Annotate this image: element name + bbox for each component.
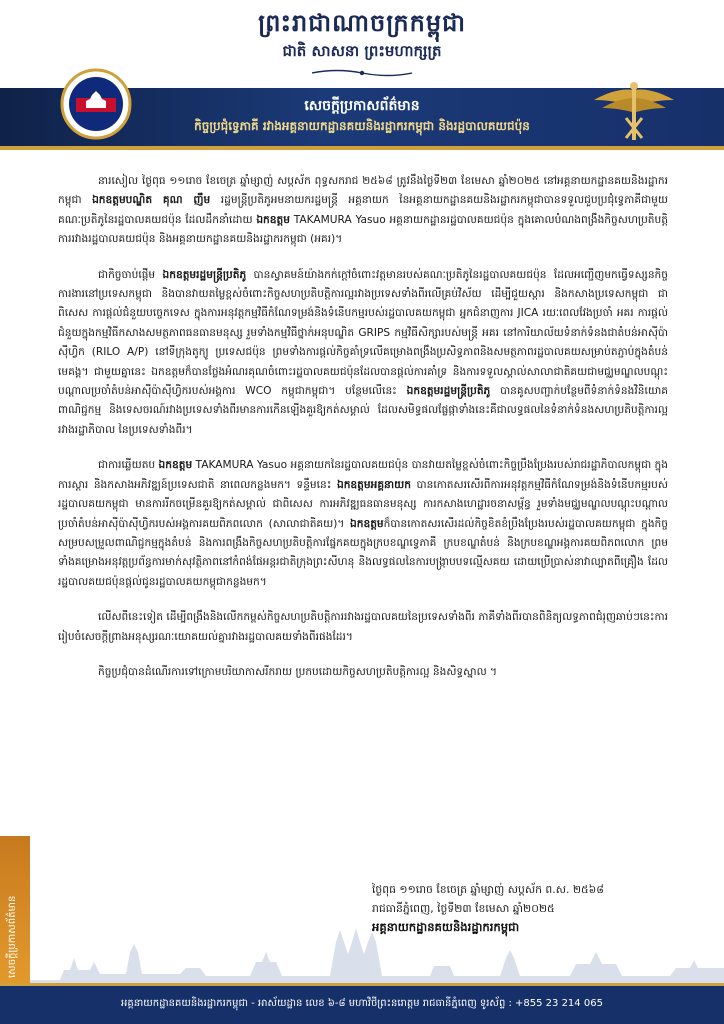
ornament-divider: [312, 68, 412, 78]
paragraph-text: បានស្វាគមន៍យ៉ាងកក់ក្តៅចំពោះវត្តមានរបស់គណៈប្រតិភូនៃរដ្ឋបាលគយជប៉ុន ដែលអញ្ជើញមកធ្វើទស្សនកិច្ចការងារនៅប្រទេសកម្ពុជា និងបានវាយតម្លៃខ្ពស់ចំពោះកិច្ចសហប្រតិបត្តិការល្អរវាងប្រទេសទាំងពីរលើគ្រប់វិស័យ ដើម្បីជួយស្តារ និងកសាងប្រទេសកម្ពុជា ជាពិសេស ការផ្តល់ជំនួយបច្ចេកទេស ក្នុងការអនុវត្តកម្មវិធីកំណែទម្រង់និងទំនើបកម្មរបស់រដ្ឋបាលគយកម្ពុជា អ្នកជំនាញការ JICA រយៈពេលវែងប្រចាំ អគរ ការផ្តល់ជំនួយក្នុងកម្មវិធីកសាងសមត្ថភាពធនធានមនុស្ស រួមទាំងកម្មវិធីថ្នាក់អនុបណ្ឌិត GRIPS កម្មវិធីសិក្សារបស់មន្ត្រី អគរ នៅការិយាល័យទំនាក់ទំនងជាតំបន់អាស៊ីប៉ាស៊ីហ្វិក (RILO A/P) នៅទីក្រុងតូក្យូ ប្រទេសជប៉ុន ព្រមទាំងការផ្តល់កិច្ចគាំទ្រលើគម្រោងពង្រឹងប្រសិទ្ធភាពនិងសមត្ថភាពរដ្ឋបាលគយសម្រាប់តភ្ជាប់ក្នុងតំបន់មេគង្គ។ ជាមួយគ្នានេះ ឯកឧត្តមក៏បានថ្លែងអំណរគុណចំពោះរដ្ឋបាលគយជប៉ុនដែលបានផ្តល់ការគាំទ្រ និងការទទួលស្គាល់សាលាជាតិគយជាមជ្ឈមណ្ឌលបណ្តុះបណ្តាលប្រចាំតំបន់អាស៊ីប៉ាស៊ីហ្វិករបស់អង្គការ WCO កម្ពុជាកម្ពុជា។ បន្ថែមលើនេះ: [58, 268, 668, 398]
body-paragraph: [58, 608, 668, 647]
paragraph-text: នារសៀល ថ្ងៃពុធ ១១រោច ខែចេត្រ ឆ្នាំម្សាញ់ សប្តស័ក ពុទ្ធសករាជ ២៥៦៨ ត្រូវនឹងថ្ងៃទី២៣ ខែមេសា ឆ្នាំ២០២៥ នៅអគ្គនាយកដ្ឋានគយនិងរដ្ឋាករកម្ពុជា: [58, 175, 668, 207]
paragraph-text: រដ្ឋមន្ត្រីប្រតិភូអមនាយករដ្ឋមន្ត្រី អគ្គនាយក នៃអគ្គនាយកដ្ឋានគយនិងរដ្ឋាករកម្ពុជាបានទទួលជួបប្រជុំទ្វេភាគីជាមួយគណៈប្រតិភូនៃរដ្ឋបាលគយជប៉ុន ដែលដឹកនាំដោយ: [58, 194, 668, 226]
paragraph-text: ក៏បានកោតសរសើរដល់កិច្ចខិតខំប្រឹងប្រែងរបស់រដ្ឋបាលគយកម្ពុជា ក្នុងកិច្ចសម្របសម្រួលពាណិជ្ជកម្មក្នុងតំបន់ និងការពង្រឹងកិច្ចសហប្រតិបត្តិការផ្នែកគយក្នុងក្របខណ្ឌទ្វេភាគី ក្របខណ្ឌតំបន់ និងក្របខណ្ឌអង្គការគយពិភពលោក ព្រមទាំងគម្រោងអនុវត្តប្រព័ន្ធការមាក់សុវត្ថិភាពនៅកំពង់ផែអន្តរជាតិក្រុងព្រះសីហនុ និងលទ្ធផលនៃការបង្ក្រាបបទល្មើសគយ ដោយប្រើប្រាស់នាវាល្បាតពីគ្រឿង ដែលរដ្ឋបាលគយជប៉ុនផ្តល់ជូនរដ្ឋបាលគយកម្ពុជាកន្លងមក។: [58, 517, 668, 588]
bold-honorific: ឯកឧត្តម: [158, 459, 193, 472]
paragraph-text: ជាការឆ្លើយតប: [98, 459, 159, 472]
body-paragraph: [58, 456, 668, 592]
document-type: សេចក្តីប្រកាសព័ត៌មាន: [304, 98, 420, 114]
winged-caduceus-icon: [592, 78, 676, 144]
paragraph-text: ជាកិច្ចចាប់ផ្តើម: [98, 268, 163, 281]
solar-date: រាជធានីភ្នំពេញ, ថ្ងៃទី២៣ ខែមេសា ឆ្នាំ២០២៥: [372, 902, 555, 915]
lunar-date: ថ្ងៃពុធ ១១រោច ខែចេត្រ ឆ្នាំម្សាញ់ សប្តស័ក ព.ស. ២៥៦៨: [372, 883, 604, 896]
bold-honorific: ឯកឧត្តម: [256, 213, 290, 226]
paragraph-text: លើសពីនេះទៀត ដើម្បីពង្រឹងនិងលើកកម្ពស់កិច្ចសហប្រតិបត្តិការរវាងរដ្ឋបាលគយនៃប្រទេសទាំងពីរ ភាគីទាំងពីរបានពិនិត្យលទ្ធភាពជំរុញឆាប់ៗនេះការរៀបចំសេចក្តីព្រាងអនុស្សរណៈយោគយល់គ្នារវាងរដ្ឋបាលគយទាំងពីរផងដែរ។: [58, 611, 668, 643]
press-release-body: [58, 172, 668, 698]
body-paragraph: [58, 663, 668, 682]
side-ribbon-label: សេចក្តីប្រកាសព័ត៌មាន: [7, 895, 18, 978]
kingdom-title: ព្រះរាជាណាចក្រកម្ពុជា: [258, 8, 466, 37]
national-motto: ជាតិ សាសនា ព្រះមហាក្សត្រ: [282, 42, 442, 60]
issuing-organization: អគ្គនាយកដ្ឋានគយនិងរដ្ឋាករកម្ពុជា: [372, 920, 520, 934]
bold-honorific: ឯកឧត្តមបណ្ឌិត គុណ ញឹម: [92, 194, 211, 207]
paragraph-text: TAKAMURA Yasuo អគ្គនាយកដ្ឋានរដ្ឋបាលគយជប៉ុន ក្នុងគោលបំណងពង្រឹងកិច្ចសហប្រតិបត្តិការរវាងរដ្ឋបាលគយជប៉ុន និងអគ្គនាយកដ្ឋានគយនិងរដ្ឋាករកម្ពុជា (អគរ)។: [58, 213, 668, 246]
paragraph-text: បានគូសបញ្ជាក់បន្ថែមពីទំនាក់ទំនងវិនិយោគ ពាណិជ្ជកម្ម និងទេសចរណ៍រវាងប្រទេសទាំងពីរមានការកើនឡើងគួរឱ្យកត់សម្គាល់ ដែលសមិទ្ធផលផ្លែផ្កាទាំងនេះគឺជាលទ្ធផលនៃទំនាក់ទំនងសហប្រតិបត្តិការល្អរវាងរដ្ឋាភិបាល នៃប្រទេសទាំងពីរ។: [58, 385, 668, 436]
body-paragraph: [58, 266, 668, 441]
skyline-watermark: [30, 922, 724, 988]
bold-honorific: ឯកឧត្តមរដ្ឋមន្ត្រីប្រតិភូ: [162, 268, 247, 281]
bold-honorific: ឯកឧត្តម: [350, 517, 384, 530]
paragraph-text: កិច្ចប្រជុំបានដំណើរការទៅក្រោមបរិយាកាសរីករាយ ប្រកបដោយកិច្ចសហប្រតិបត្តិការល្អ និងសិទ្ធស្នាល ។: [98, 665, 498, 678]
bold-honorific: ឯកឧត្តមអគ្គនាយក: [336, 478, 411, 491]
paragraph-text: TAKAMURA Yasuo អគ្គនាយកនៃរដ្ឋបាលគយជប៉ុន បានវាយតម្លៃខ្ពស់ចំពោះកិច្ចប្រឹងប្រែងរបស់រាជរដ្ឋាភិបាលកម្ពុជា ក្នុងការស្តារ និងកសាងអភិវឌ្ឍន៍ប្រទេសជាតិ នាពេលកន្លងមក។ ទន្ទឹមនេះ: [58, 459, 668, 491]
paragraph-text: បានកោតសរសើរពីការអនុវត្តកម្មវិធីកំណែទម្រង់និងទំនើបកម្មរបស់រដ្ឋបាលគយកម្ពុជា មានការរីកចម្រើនគួរឱ្យកត់សម្គាល់ ជាពិសេស ការអភិវឌ្ឍធនធានមនុស្ស ការកសាងហេដ្ឋារចនាសម្ព័ន្ធ រួមទាំងមជ្ឈមណ្ឌលបណ្តុះបណ្តាលប្រចាំតំបន់អាស៊ីប៉ាស៊ីហ្វិករបស់អង្គការគយពិភពលោក (សាលាជាតិគយ)។: [58, 478, 668, 530]
body-paragraph: [58, 172, 668, 250]
banner-gold-stripe: [0, 146, 724, 150]
bold-honorific: ឯកឧត្តមរដ្ឋមន្ត្រីប្រតិភូ: [406, 385, 491, 398]
document-subtitle: កិច្ចប្រជុំទ្វេភាគី រវាងអគ្គនាយកដ្ឋានគយនិងរដ្ឋាករកម្ពុជា និងរដ្ឋបាលគយជប៉ុន: [194, 119, 530, 133]
footer-contact: អគ្គនាយកដ្ឋានគយនិងរដ្ឋាករកម្ពុជា - អាស័យដ្ឋាន លេខ ៦-៨ មហាវិថីព្រះនរោត្តម រាជធានីភ្នំពេញ ទូរស័ព្ទ : +855 23 214 065: [121, 998, 603, 1009]
customs-emblem-icon: [60, 68, 132, 140]
